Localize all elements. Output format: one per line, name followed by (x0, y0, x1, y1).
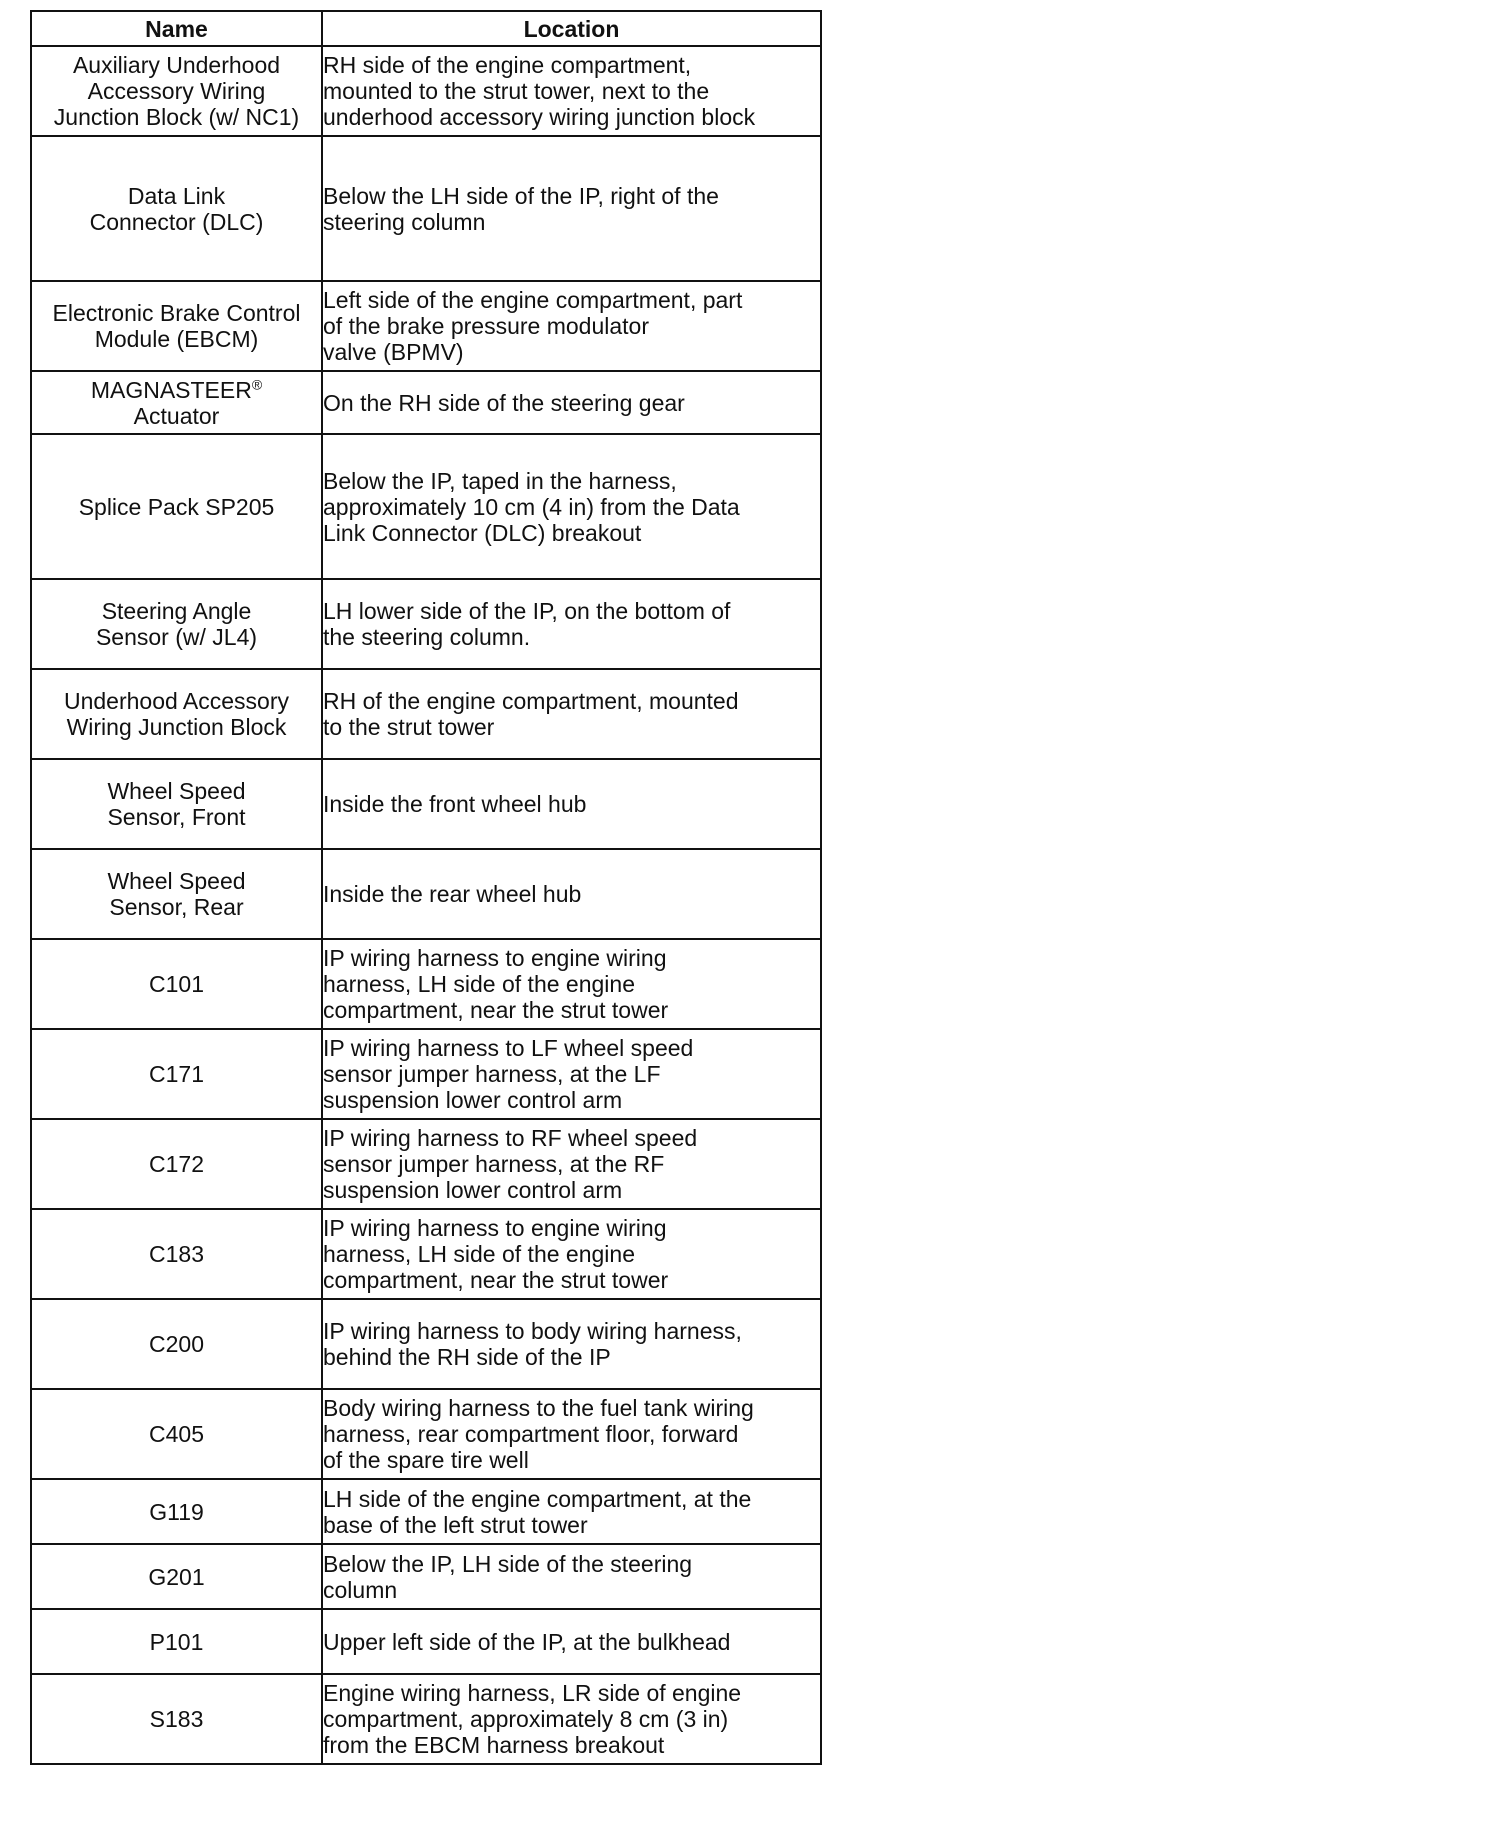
location-line: Inside the front wheel hub (323, 791, 587, 817)
location-line: from the EBCM harness breakout (323, 1732, 665, 1758)
table-row (31, 1544, 821, 1609)
location-line: RH of the engine compartment, mounted (323, 688, 739, 714)
location-cell (322, 1389, 821, 1479)
location-line: Below the IP, LH side of the steering (323, 1550, 693, 1577)
name-line: Underhood Accessory (63, 688, 289, 714)
name-line: Steering Angle (101, 598, 252, 624)
table-row (31, 1609, 821, 1674)
header-row (31, 11, 821, 46)
name-line: Accessory Wiring (87, 78, 266, 104)
name-cell (31, 1609, 322, 1674)
name-cell (31, 371, 322, 434)
name-line: Junction Block (w/ NC1) (53, 104, 300, 130)
table-row (31, 669, 821, 759)
name-line: Wheel Speed (107, 778, 246, 804)
location-cell (322, 1609, 821, 1674)
name-line: Module (EBCM) (94, 326, 259, 352)
table-row (31, 1029, 821, 1119)
location-cell (322, 669, 821, 759)
name-line: P101 (149, 1628, 204, 1655)
name-line: Wiring Junction Block (66, 714, 287, 740)
location-line: Engine wiring harness, LR side of engine (323, 1680, 742, 1706)
table-row (31, 1209, 821, 1299)
name-line: C171 (149, 1061, 204, 1087)
table-row (31, 136, 821, 281)
header-location: Location (322, 11, 821, 46)
name-line: Sensor (w/ JL4) (95, 624, 258, 650)
name-line: G201 (148, 1563, 205, 1590)
location-line: column (323, 1576, 398, 1603)
location-line: mounted to the strut tower, next to the (323, 78, 710, 104)
location-line: Left side of the engine compartment, part (323, 287, 743, 313)
location-line: IP wiring harness to engine wiring (323, 945, 667, 971)
location-cell (322, 1209, 821, 1299)
location-line: IP wiring harness to RF wheel speed (323, 1125, 698, 1151)
name-line: C183 (149, 1241, 204, 1267)
name-cell (31, 579, 322, 669)
table-row (31, 579, 821, 669)
name-cell (31, 1029, 322, 1119)
location-line: IP wiring harness to LF wheel speed (323, 1035, 694, 1061)
location-line: steering column (323, 208, 486, 235)
name-line: G119 (149, 1498, 204, 1525)
location-cell (322, 1029, 821, 1119)
location-line: IP wiring harness to engine wiring (323, 1215, 667, 1241)
location-cell (322, 1674, 821, 1764)
name-cell (31, 669, 322, 759)
location-cell (322, 759, 821, 849)
name-line: Splice Pack SP205 (78, 493, 275, 520)
location-cell (322, 939, 821, 1029)
location-cell (322, 579, 821, 669)
location-cell (322, 281, 821, 371)
table-row (31, 759, 821, 849)
location-line: suspension lower control arm (323, 1177, 623, 1203)
name-line: Wheel Speed (107, 868, 246, 894)
name-line: Actuator (133, 402, 220, 429)
location-line: Below the LH side of the IP, right of the (323, 182, 719, 209)
name-line: Electronic Brake Control (52, 300, 301, 326)
location-line: IP wiring harness to body wiring harness, (323, 1318, 742, 1344)
location-line: Body wiring harness to the fuel tank wiring (323, 1395, 754, 1421)
location-line: Below the IP, taped in the harness, (323, 467, 677, 494)
table-header (31, 11, 821, 46)
table-row (31, 46, 821, 136)
location-line: compartment, near the strut tower (323, 1267, 669, 1293)
table-row (31, 1119, 821, 1209)
location-cell (322, 1119, 821, 1209)
table-row (31, 1299, 821, 1389)
location-line: Upper left side of the IP, at the bulkhead (323, 1628, 731, 1655)
name-line: Sensor, Rear (109, 894, 244, 920)
location-cell (322, 136, 821, 281)
location-cell (322, 1544, 821, 1609)
name-line: Sensor, Front (107, 804, 246, 830)
name-line: Data Link (127, 182, 226, 209)
name-cell (31, 1389, 322, 1479)
location-cell (322, 434, 821, 579)
location-line: underhood accessory wiring junction block (323, 104, 756, 130)
location-line: LH side of the engine compartment, at the (323, 1485, 752, 1512)
name-cell (31, 1299, 322, 1389)
location-line: the steering column. (323, 624, 531, 650)
name-cell (31, 849, 322, 939)
location-line: valve (BPMV) (323, 339, 464, 365)
location-line: sensor jumper harness, at the LF (323, 1061, 661, 1087)
location-line: suspension lower control arm (323, 1087, 623, 1113)
name-cell (31, 1479, 322, 1544)
location-cell (322, 849, 821, 939)
name-cell (31, 1544, 322, 1609)
name-cell (31, 434, 322, 579)
table-row (31, 1389, 821, 1479)
header-name: Name (31, 11, 322, 46)
location-line: Inside the rear wheel hub (323, 881, 582, 907)
name-cell (31, 46, 322, 136)
name-line: Auxiliary Underhood (72, 52, 281, 78)
name-cell (31, 1674, 322, 1764)
location-line: of the spare tire well (323, 1447, 529, 1473)
name-cell (31, 1119, 322, 1209)
name-line: Connector (DLC) (89, 208, 264, 235)
location-line: RH side of the engine compartment, (323, 52, 692, 78)
name-line: C101 (149, 971, 204, 997)
table-row (31, 939, 821, 1029)
location-line: behind the RH side of the IP (323, 1344, 611, 1370)
location-line: harness, LH side of the engine (323, 1241, 635, 1267)
location-cell (322, 1479, 821, 1544)
location-line: On the RH side of the steering gear (323, 389, 685, 416)
location-line: LH lower side of the IP, on the bottom of (323, 598, 731, 624)
location-line: harness, rear compartment floor, forward (323, 1421, 739, 1447)
location-line: of the brake pressure modulator (323, 313, 650, 339)
location-line: base of the left strut tower (323, 1511, 588, 1538)
location-line: to the strut tower (323, 714, 495, 740)
name-cell (31, 939, 322, 1029)
name-line: MAGNASTEER (90, 376, 252, 403)
table-row (31, 1479, 821, 1544)
location-line: sensor jumper harness, at the RF (323, 1151, 665, 1177)
registered-mark: ® (251, 375, 263, 392)
table-row (31, 434, 821, 579)
table-body (31, 46, 821, 1764)
name-cell (31, 1209, 322, 1299)
name-cell (31, 759, 322, 849)
table-row (31, 371, 821, 434)
location-cell (322, 371, 821, 434)
name-line: C200 (149, 1331, 204, 1357)
name-cell (31, 136, 322, 281)
location-cell (322, 46, 821, 136)
location-cell (322, 1299, 821, 1389)
location-line: Link Connector (DLC) breakout (323, 519, 642, 546)
location-line: compartment, approximately 8 cm (3 in) (323, 1706, 729, 1732)
location-line: compartment, near the strut tower (323, 997, 669, 1023)
name-cell (31, 281, 322, 371)
component-location-table (30, 10, 822, 1765)
table-row (31, 1674, 821, 1764)
table-row (31, 849, 821, 939)
name-line: C172 (149, 1151, 204, 1177)
table-row (31, 281, 821, 371)
name-line: C405 (149, 1421, 204, 1447)
location-line: harness, LH side of the engine (323, 971, 635, 997)
name-line: S183 (149, 1706, 204, 1732)
location-line: approximately 10 cm (4 in) from the Data (323, 493, 740, 520)
